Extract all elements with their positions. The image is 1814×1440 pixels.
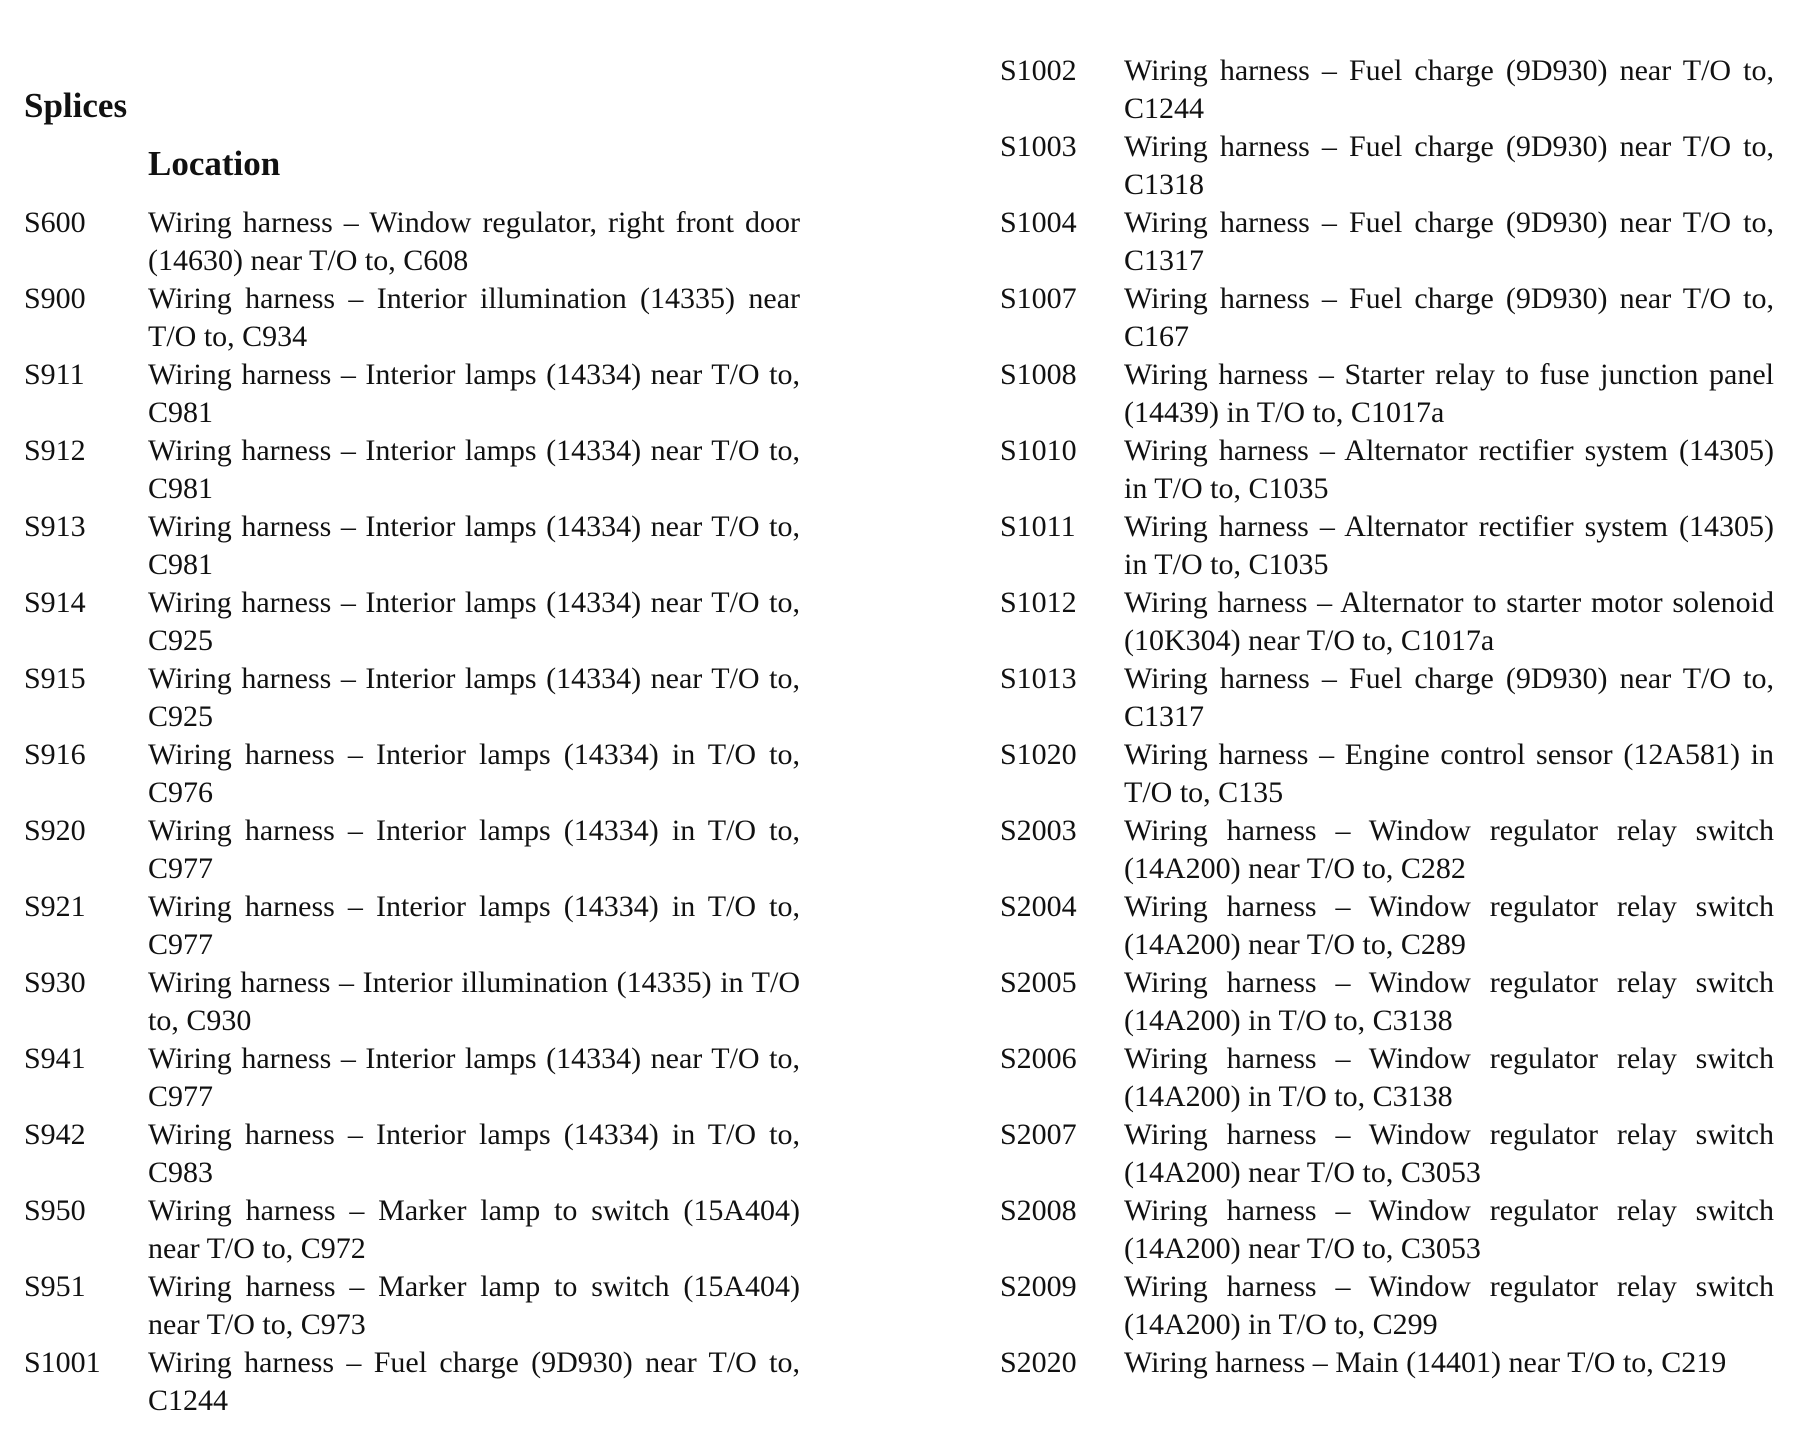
splice-entry (1000, 660, 1774, 736)
splice-entry (24, 1268, 800, 1344)
splice-code: S1007 (1000, 282, 1077, 315)
splice-location: Wiring harness – Marker lamp to switch (15A404) near T/O to, C973 (148, 1270, 800, 1341)
splice-entry (1000, 204, 1774, 280)
splice-code: S1010 (1000, 434, 1077, 467)
splice-entry (24, 204, 800, 280)
splice-code: S913 (24, 510, 86, 543)
splice-entry (24, 508, 800, 584)
splice-location: Wiring harness – Fuel charge (9D930) near T/O to, C1317 (1124, 206, 1774, 277)
splice-code: S2009 (1000, 1270, 1077, 1303)
splice-location: Wiring harness – Interior lamps (14334) near T/O to, C981 (148, 510, 800, 581)
splice-location: Wiring harness – Interior lamps (14334) near T/O to, C981 (148, 358, 800, 429)
splice-entry (1000, 508, 1774, 584)
splice-code: S914 (24, 586, 86, 619)
splice-location: Wiring harness – Interior lamps (14334) in T/O to, C983 (148, 1118, 800, 1189)
splice-code: S2005 (1000, 966, 1077, 999)
splice-location: Wiring harness – Window regulator relay switch (14A200) near T/O to, C289 (1124, 890, 1774, 961)
splice-code: S900 (24, 282, 86, 315)
splice-code: S915 (24, 662, 86, 695)
splice-entry (1000, 812, 1774, 888)
splice-location: Wiring harness – Window regulator relay switch (14A200) near T/O to, C3053 (1124, 1118, 1774, 1189)
splice-code: S911 (24, 358, 85, 391)
splice-entry (1000, 736, 1774, 812)
splice-location: Wiring harness – Alternator to starter motor solenoid (10K304) near T/O to, C1017a (1124, 586, 1774, 657)
splice-code: S951 (24, 1270, 86, 1303)
splice-entry (24, 280, 800, 356)
splice-code: S1001 (24, 1346, 101, 1379)
splice-code: S950 (24, 1194, 86, 1227)
splice-entry (1000, 1344, 1774, 1420)
splice-code: S941 (24, 1042, 86, 1075)
splice-code: S1002 (1000, 54, 1077, 87)
splice-location: Wiring harness – Window regulator, right front door (14630) near T/O to, C608 (148, 206, 800, 277)
splice-location: Wiring harness – Interior lamps (14334) in T/O to, C977 (148, 814, 800, 885)
splice-entry (1000, 1040, 1774, 1116)
splice-location: Wiring harness – Window regulator relay switch (14A200) near T/O to, C3053 (1124, 1194, 1774, 1265)
splice-location: Wiring harness – Alternator rectifier system (14305) in T/O to, C1035 (1124, 434, 1774, 505)
splice-code: S600 (24, 206, 86, 239)
splice-location: Wiring harness – Window regulator relay switch (14A200) near T/O to, C282 (1124, 814, 1774, 885)
splice-entry (1000, 356, 1774, 432)
left-splice-list (24, 204, 800, 1420)
splice-code: S942 (24, 1118, 86, 1151)
splice-code: S1003 (1000, 130, 1077, 163)
section-title: Splices (24, 86, 128, 125)
splice-location: Wiring harness – Interior lamps (14334) in T/O to, C976 (148, 738, 800, 809)
splice-entry (24, 1040, 800, 1116)
splice-code: S2004 (1000, 890, 1077, 923)
splice-entry (24, 888, 800, 964)
splice-location: Wiring harness – Main (14401) near T/O to, C219 (1124, 1346, 1727, 1379)
splice-code: S2020 (1000, 1346, 1077, 1379)
splice-code: S2008 (1000, 1194, 1077, 1227)
splice-code: S1012 (1000, 586, 1077, 619)
splice-entry (1000, 1192, 1774, 1268)
splice-location: Wiring harness – Interior lamps (14334) near T/O to, C925 (148, 662, 800, 733)
splice-location: Wiring harness – Interior lamps (14334) in T/O to, C977 (148, 890, 800, 961)
splice-location: Wiring harness – Interior illumination (14335) in T/O to, C930 (148, 966, 800, 1037)
splice-location: Wiring harness – Fuel charge (9D930) near T/O to, C1317 (1124, 662, 1774, 733)
splice-code: S2007 (1000, 1118, 1077, 1151)
splice-location: Wiring harness – Engine control sensor (12A581) in T/O to, C135 (1124, 738, 1774, 809)
splice-code: S1013 (1000, 662, 1077, 695)
splice-code: S2006 (1000, 1042, 1077, 1075)
splice-entry (24, 964, 800, 1040)
splice-entry (1000, 964, 1774, 1040)
splice-entry (1000, 128, 1774, 204)
splice-code: S920 (24, 814, 86, 847)
splice-entry (24, 584, 800, 660)
splice-entry (24, 1344, 800, 1420)
splice-entry (1000, 1268, 1774, 1344)
splice-code: S1008 (1000, 358, 1077, 391)
splice-code: S1011 (1000, 510, 1076, 543)
splice-location: Wiring harness – Fuel charge (9D930) near T/O to, C167 (1124, 282, 1774, 353)
splice-code: S912 (24, 434, 86, 467)
splice-location: Wiring harness – Fuel charge (9D930) near T/O to, C1244 (1124, 54, 1774, 125)
splice-code: S2003 (1000, 814, 1077, 847)
splice-entry (1000, 888, 1774, 964)
splice-location: Wiring harness – Interior lamps (14334) near T/O to, C925 (148, 586, 800, 657)
splice-location: Wiring harness – Starter relay to fuse junction panel (14439) in T/O to, C1017a (1124, 358, 1774, 429)
splice-code: S921 (24, 890, 86, 923)
splice-entry (1000, 432, 1774, 508)
splice-entry (1000, 584, 1774, 660)
splice-entry (24, 736, 800, 812)
splice-location: Wiring harness – Fuel charge (9D930) near T/O to, C1318 (1124, 130, 1774, 201)
splice-location: Wiring harness – Interior illumination (14335) near T/O to, C934 (148, 282, 800, 353)
splice-entry (1000, 1116, 1774, 1192)
splice-location: Wiring harness – Interior lamps (14334) near T/O to, C981 (148, 434, 800, 505)
splice-entry (1000, 52, 1774, 128)
splice-entry (24, 1192, 800, 1268)
splice-entry (24, 432, 800, 508)
splice-entry (24, 1116, 800, 1192)
splice-location: Wiring harness – Window regulator relay switch (14A200) in T/O to, C3138 (1124, 1042, 1774, 1113)
splice-code: S1020 (1000, 738, 1077, 771)
splice-location: Wiring harness – Marker lamp to switch (15A404) near T/O to, C972 (148, 1194, 800, 1265)
splice-code: S930 (24, 966, 86, 999)
splice-location: Wiring harness – Alternator rectifier system (14305) in T/O to, C1035 (1124, 510, 1774, 581)
splice-location: Wiring harness – Fuel charge (9D930) near T/O to, C1244 (148, 1346, 800, 1417)
right-splice-list (1000, 52, 1774, 1420)
splice-entry (1000, 280, 1774, 356)
splice-location: Wiring harness – Window regulator relay switch (14A200) in T/O to, C3138 (1124, 966, 1774, 1037)
splice-location: Wiring harness – Window regulator relay switch (14A200) in T/O to, C299 (1124, 1270, 1774, 1341)
splice-entry (24, 660, 800, 736)
splice-code: S1004 (1000, 206, 1077, 239)
splice-entry (24, 812, 800, 888)
splice-entry (24, 356, 800, 432)
splice-location: Wiring harness – Interior lamps (14334) near T/O to, C977 (148, 1042, 800, 1113)
splice-code: S916 (24, 738, 86, 771)
location-column-header: Location (148, 144, 281, 183)
